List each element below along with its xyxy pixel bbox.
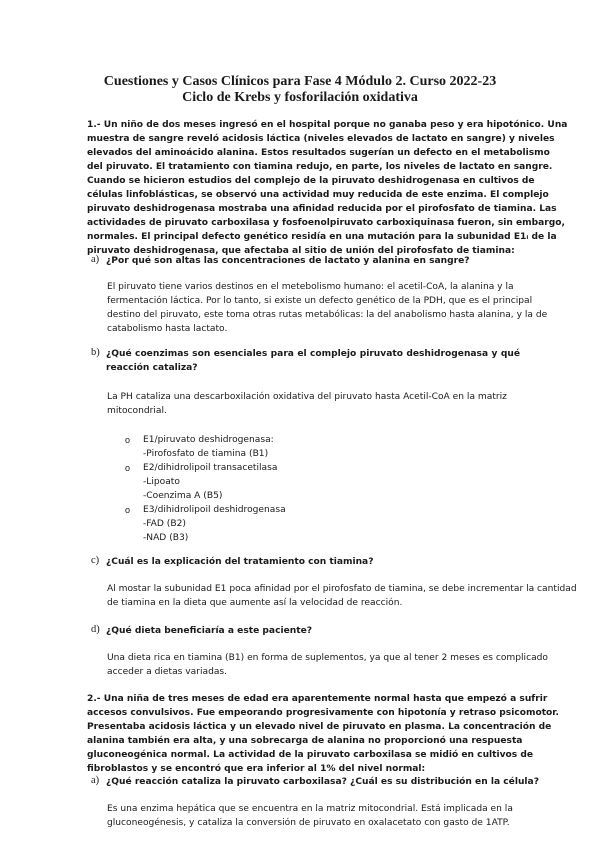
question-a-text: ¿Por qué son altas las concentraciones de lactato y alanina en sangre? (106, 256, 470, 266)
list-item (125, 503, 445, 545)
case-2-answer-a (107, 802, 527, 830)
answer-line: de tiamina en la dieta que aumente así la velocidad de reacción. (107, 598, 403, 608)
question-b-line: ¿Qué coenzimas son esenciales para el complejo piruvato deshidrogenasa y qué (106, 349, 520, 359)
case-2-line: Presentaba acidosis láctica y un elevado nivel de piruvato en plasma. La concentración de (87, 722, 552, 732)
answer-line: acceder a dietas variadas. (107, 667, 228, 677)
answer-line: mitocondrial. (107, 406, 167, 416)
case-2-line: fibroblastos y se encontró que era inferior al 1% del nivel normal: (87, 764, 426, 774)
document-title: Cuestiones y Casos Clínicos para Fase 4 Módulo 2. Curso 2022-23 (103, 74, 497, 89)
enzyme-name: E3/dihidrolipoil deshidrogenasa (143, 505, 286, 515)
answer-line: destino del piruvato, este toma otras rutas metabólicas: la del anabolismo hasta alanina, y la de (107, 310, 548, 320)
case-2-line: 2.- Una niña de tres meses de edad era aparentemente normal hasta que empezó a sufrir (87, 694, 548, 704)
question-d-text: ¿Qué dieta beneficiaría a este paciente? (106, 626, 313, 636)
question-d-label: d) (91, 624, 100, 635)
cofactor: -Pirofosfato de tiamina (B1) (143, 449, 269, 459)
question-b-line: reacción cataliza? (106, 363, 198, 373)
answer-line: Una dieta rica en tiamina (B1) en forma de suplementos, ya que al tener 2 meses es complicado (107, 653, 548, 663)
answer-d (107, 651, 548, 679)
answer-line: Al mostar la subunidad E1 poca afinidad por el pirofosfato de tiamina, se debe incrementar la cantidad (107, 584, 577, 594)
answer-line: fermentación láctica. Por lo tanto, si existe un defecto genético de la PDH, que es el principal (107, 296, 533, 306)
bullet-circle-icon: o (125, 505, 131, 515)
answer-line: gluconeogénesis, y cataliza la conversión de piruvato en oxalacetato con gasto de 1ATP. (107, 818, 510, 828)
answer-line: El piruvato tiene varios destinos en el metebolismo humano: el acetil-CoA, la alanina y la (107, 282, 514, 292)
question-c-label: c) (91, 555, 100, 566)
list-item (125, 433, 445, 461)
case-1-line: actividades de piruvato carboxilasa y fosfoenolpiruvato carboxiquinasa fueron, sin embargo, (87, 218, 565, 228)
case-1-line: elevados del aminoácido alanina. Estos resultados sugerían un defecto en el metabolismo (87, 148, 550, 158)
case-2-question-a-label: a) (91, 775, 100, 786)
case-1-line: 1.- Un niño de dos meses ingresó en el hospital porque no ganaba peso y era hipotónico. Una (87, 120, 568, 130)
question-b-label: b) (91, 347, 100, 358)
cofactor: -Lipoato (143, 477, 180, 487)
case-2-line: accesos convulsivos. Fue empeorando progresivamente con hipotonía y retraso psicomotor. (87, 708, 559, 718)
case-1-statement (87, 118, 568, 258)
case-1-line: muestra de sangre reveló acidosis láctica (niveles elevados de lactato en sangre) y niveles (87, 134, 555, 144)
case-1-line: del piruvato. El tratamiento con tiamina redujo, en parte, los niveles de lactato en sangre. (87, 162, 553, 172)
case-1-line: piruvato deshidrogenasa, que afectaba al sitio de unión del pirofosfato de tiamina: (87, 246, 515, 256)
cofactor: -FAD (B2) (143, 519, 186, 529)
cofactor: -Coenzima A (B5) (143, 491, 223, 501)
bullet-circle-icon: o (125, 435, 131, 445)
case-2-statement (87, 692, 559, 776)
case-2-question-a-text: ¿Qué reacción cataliza la piruvato carboxilasa? ¿Cuál es su distribución en la célula? (106, 777, 539, 787)
cofactor: -NAD (B3) (143, 533, 189, 543)
bullet-circle-icon: o (125, 463, 131, 473)
case-2-line: alanina también era alta, y una sobrecarga de alanina no proporcionó una respuesta (87, 736, 523, 746)
question-a-label: a) (91, 254, 100, 265)
question-c-text: ¿Cuál es la explicación del tratamiento con tiamina? (106, 557, 374, 567)
question-b-text (106, 347, 520, 375)
list-item (125, 461, 445, 503)
answer-line: Es una enzima hepática que se encuentra en la matriz mitocondrial. Está implicada en la (107, 804, 513, 814)
answer-b (107, 390, 527, 418)
case-1-line: piruvato deshidrogenasa mostraba una afinidad reducida por el pirofosfato de tiamina. Las (87, 204, 557, 214)
enzyme-name: E1/piruvato deshidrogenasa: (143, 435, 274, 445)
case-1-line: Cuando se hicieron estudios del complejo de la piruvato deshidrogenasa en cultivos de (87, 176, 535, 186)
answer-c (107, 582, 577, 610)
case-1-line: células linfoblásticas, se observó una actividad muy reducida de este enzima. El complejo (87, 190, 549, 200)
enzyme-list (125, 433, 445, 545)
case-1-line: normales. El principal defecto genético residía en una mutación para la subunidad E1ᵢ de la (87, 232, 557, 242)
document-subtitle: Ciclo de Krebs y fosforilación oxidativa (182, 90, 418, 105)
answer-a (107, 280, 548, 336)
answer-line: catabolismo hasta lactato. (107, 324, 228, 334)
enzyme-name: E2/dihidrolipoil transacetilasa (143, 463, 278, 473)
answer-line: La PH cataliza una descarboxilación oxidativa del piruvato hasta Acetil-CoA en la matriz (107, 392, 507, 402)
case-2-line: gluconeogénica normal. La actividad de la piruvato carboxilasa se midió en cultivos de (87, 750, 534, 760)
